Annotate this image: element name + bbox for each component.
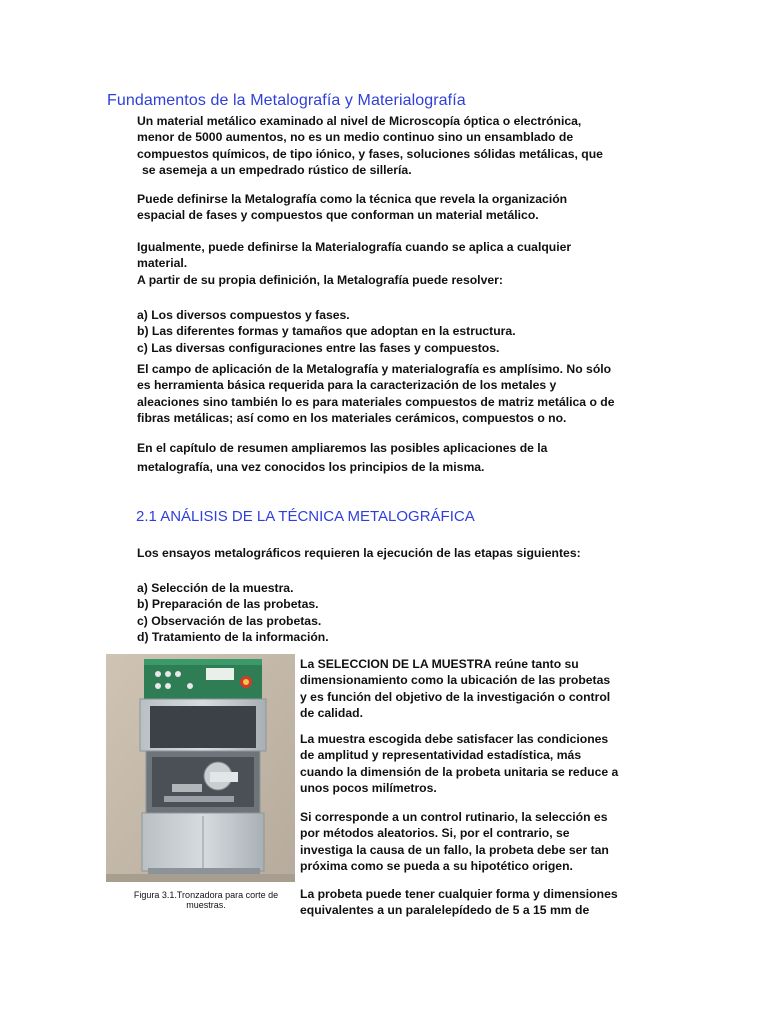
list-item: c) Las diversas configuraciones entre las fases y compuestos. [137, 340, 500, 355]
figure-image [106, 654, 295, 882]
list-item: b) Preparación de las probetas. [137, 597, 319, 612]
section-title: 2.1 ANÁLISIS DE LA TÉCNICA METALOGRÁFICA [136, 508, 475, 525]
control-paragraph: Si corresponde a un control rutinario, la selección es por métodos aleatorios. Si, por el contrario, se investiga la causa de un fallo, la probeta debe ser tan próxima como se pueda a su hipotético origen. [300, 810, 609, 874]
etapas-list [137, 580, 637, 646]
muestra-paragraph: La muestra escogida debe satisfacer las condiciones de amplitud y representatividad estadística, más cuando la dimensión de la probeta unitaria se reduce a unos pocos milímetros. [300, 732, 619, 796]
campo-paragraph: El campo de aplicación de la Metalografía y materialografía es amplísimo. No sólo es herramienta básica requerida para la caracterización de los metales y aleaciones sino también lo es para materiales compuestos de matriz metálica o de fibras metálicas; así como en los materiales cerámicos, compuestos o no. [137, 362, 615, 426]
list-item: b) Las diferentes formas y tamaños que adoptan en la estructura. [137, 324, 516, 339]
seleccion-paragraph: La SELECCION DE LA MUESTRA reúne tanto su dimensionamiento como la ubicación de las probetas y es función del objetivo de la investigación o control de calidad. [300, 657, 611, 721]
cutting-machine-illustration [106, 654, 295, 882]
intro-paragraph: Un material metálico examinado al nivel de Microscopía óptica o electrónica, menor de 5000 aumentos, no es un medio continuo sino un ensamblado de compuestos químicos, de tipo iónico, y fases, soluciones sólidas metálicas, que se asemeja a un empedrado rústico de sillería. [137, 114, 603, 178]
page-title: Fundamentos de la Metalografía y Materialografía [107, 92, 466, 109]
list-item: a) Los diversos compuestos y fases. [137, 308, 350, 322]
metalografia-definition: Puede definirse la Metalografía como la técnica que revela la organización espacial de fases y compuestos que conforman un material metálico. [137, 192, 568, 223]
list-item: d) Tratamiento de la información. [137, 630, 329, 645]
list-item: a) Selección de la muestra. [137, 581, 294, 595]
figure-caption: Figura 3.1.Tronzadora para corte de muestras. [133, 890, 279, 910]
resumen-paragraph: En el capítulo de resumen ampliaremos las posibles aplicaciones de la metalografía, una vez conocidos los principios de la misma. [137, 441, 548, 474]
list-item: c) Observación de las probetas. [137, 613, 322, 628]
materialografia-definition: Igualmente, puede definirse la Materialografía cuando se aplica a cualquier material. A partir de su propia definición, la Metalografía puede resolver: [137, 240, 572, 287]
resolver-list [137, 307, 637, 356]
probeta-paragraph: La probeta puede tener cualquier forma y dimensiones equivalentes a un paralelepídedo de 5 a 15 mm de [300, 887, 618, 918]
ensayos-intro: Los ensayos metalográficos requieren la ejecución de las etapas siguientes: [137, 546, 581, 560]
